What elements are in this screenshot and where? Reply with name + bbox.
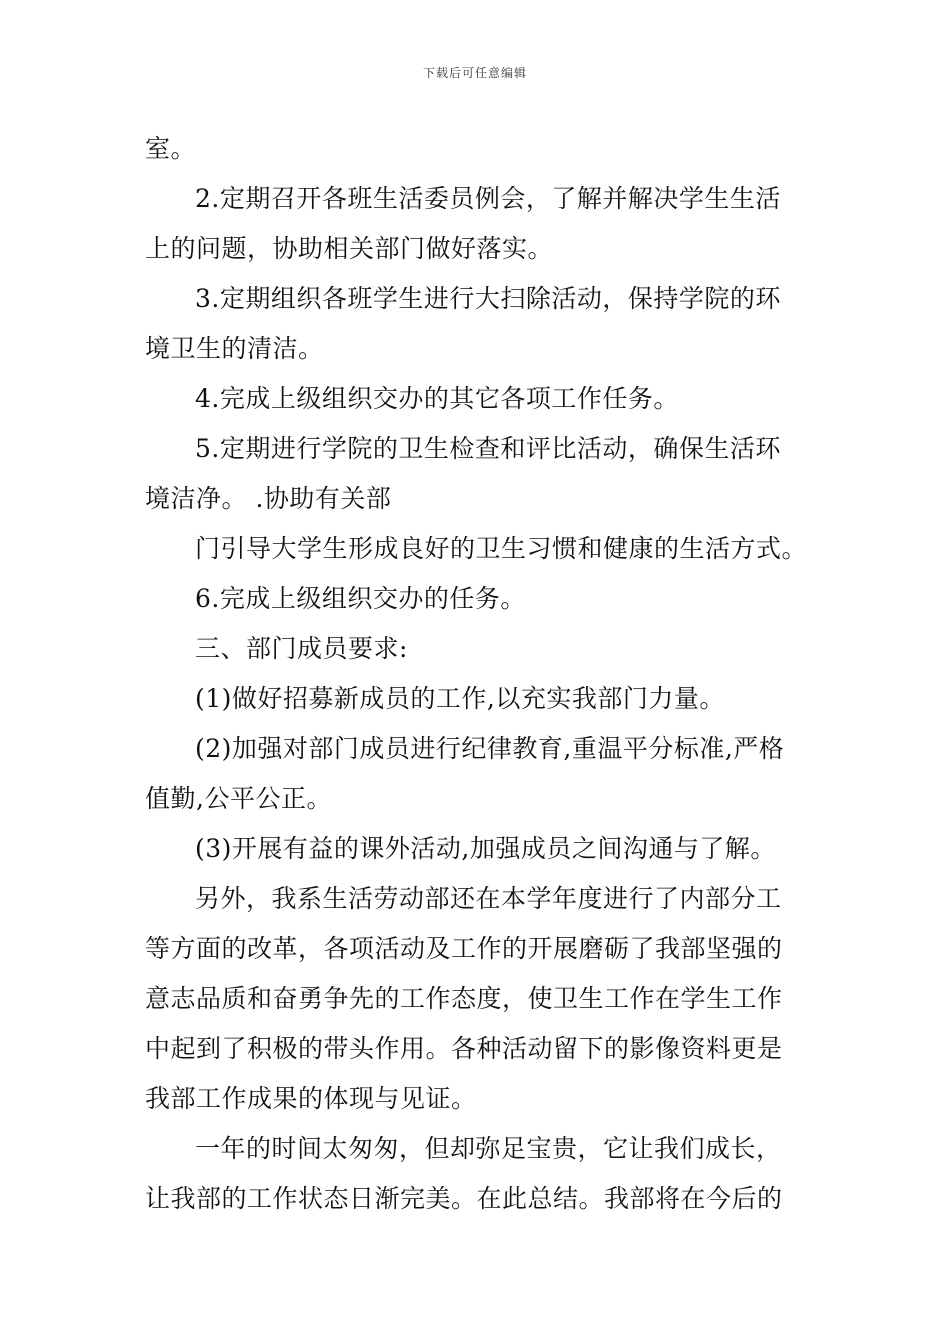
text-line: 等方面的改革，各项活动及工作的开展磨砺了我部坚强的 (145, 934, 783, 963)
text-line: 4.完成上级组织交办的其它各项工作任务。 (195, 384, 679, 413)
text-line: 另外，我系生活劳动部还在本学年度进行了内部分工 (195, 884, 782, 913)
text-line: 让我部的工作状态日渐完美。在此总结。我部将在今后的 (145, 1184, 783, 1213)
text-line: 意志品质和奋勇争先的工作态度，使卫生工作在学生工作 (145, 984, 783, 1013)
text-line: 室。 (145, 134, 197, 163)
text-line: 3.定期组织各班学生进行大扫除活动，保持学院的环 (195, 284, 781, 313)
text-line: 境卫生的清洁。 (145, 334, 324, 363)
text-line: 三、部门成员要求: (195, 634, 408, 663)
text-line: (3)开展有益的课外活动,加强成员之间沟通与了解。 (195, 834, 776, 863)
text-line: 门引导大学生形成良好的卫生习惯和健康的生活方式。 (195, 534, 808, 563)
text-line: 值勤,公平公正。 (145, 784, 332, 813)
text-line: (1)做好招募新成员的工作,以充实我部门力量。 (195, 684, 725, 713)
text-line: 2.定期召开各班生活委员例会，了解并解决学生生活 (195, 184, 781, 213)
text-line: 境洁净。 .协助有关部 (145, 484, 392, 513)
text-line: 上的问题，协助相关部门做好落实。 (145, 234, 554, 263)
text-line: 我部工作成果的体现与见证。 (145, 1084, 477, 1113)
text-line: (2)加强对部门成员进行纪律教育,重温平分标准,严格 (195, 734, 785, 763)
text-line: 中起到了积极的带头作用。各种活动留下的影像资料更是 (145, 1034, 783, 1063)
text-line: 6.完成上级组织交办的任务。 (195, 584, 526, 613)
page-header: 下载后可任意编辑 (422, 66, 527, 80)
text-line: 一年的时间太匆匆，但却弥足宝贵，它让我们成长， (195, 1134, 782, 1163)
text-line: 5.定期进行学院的卫生检查和评比活动，确保生活环 (195, 434, 781, 463)
